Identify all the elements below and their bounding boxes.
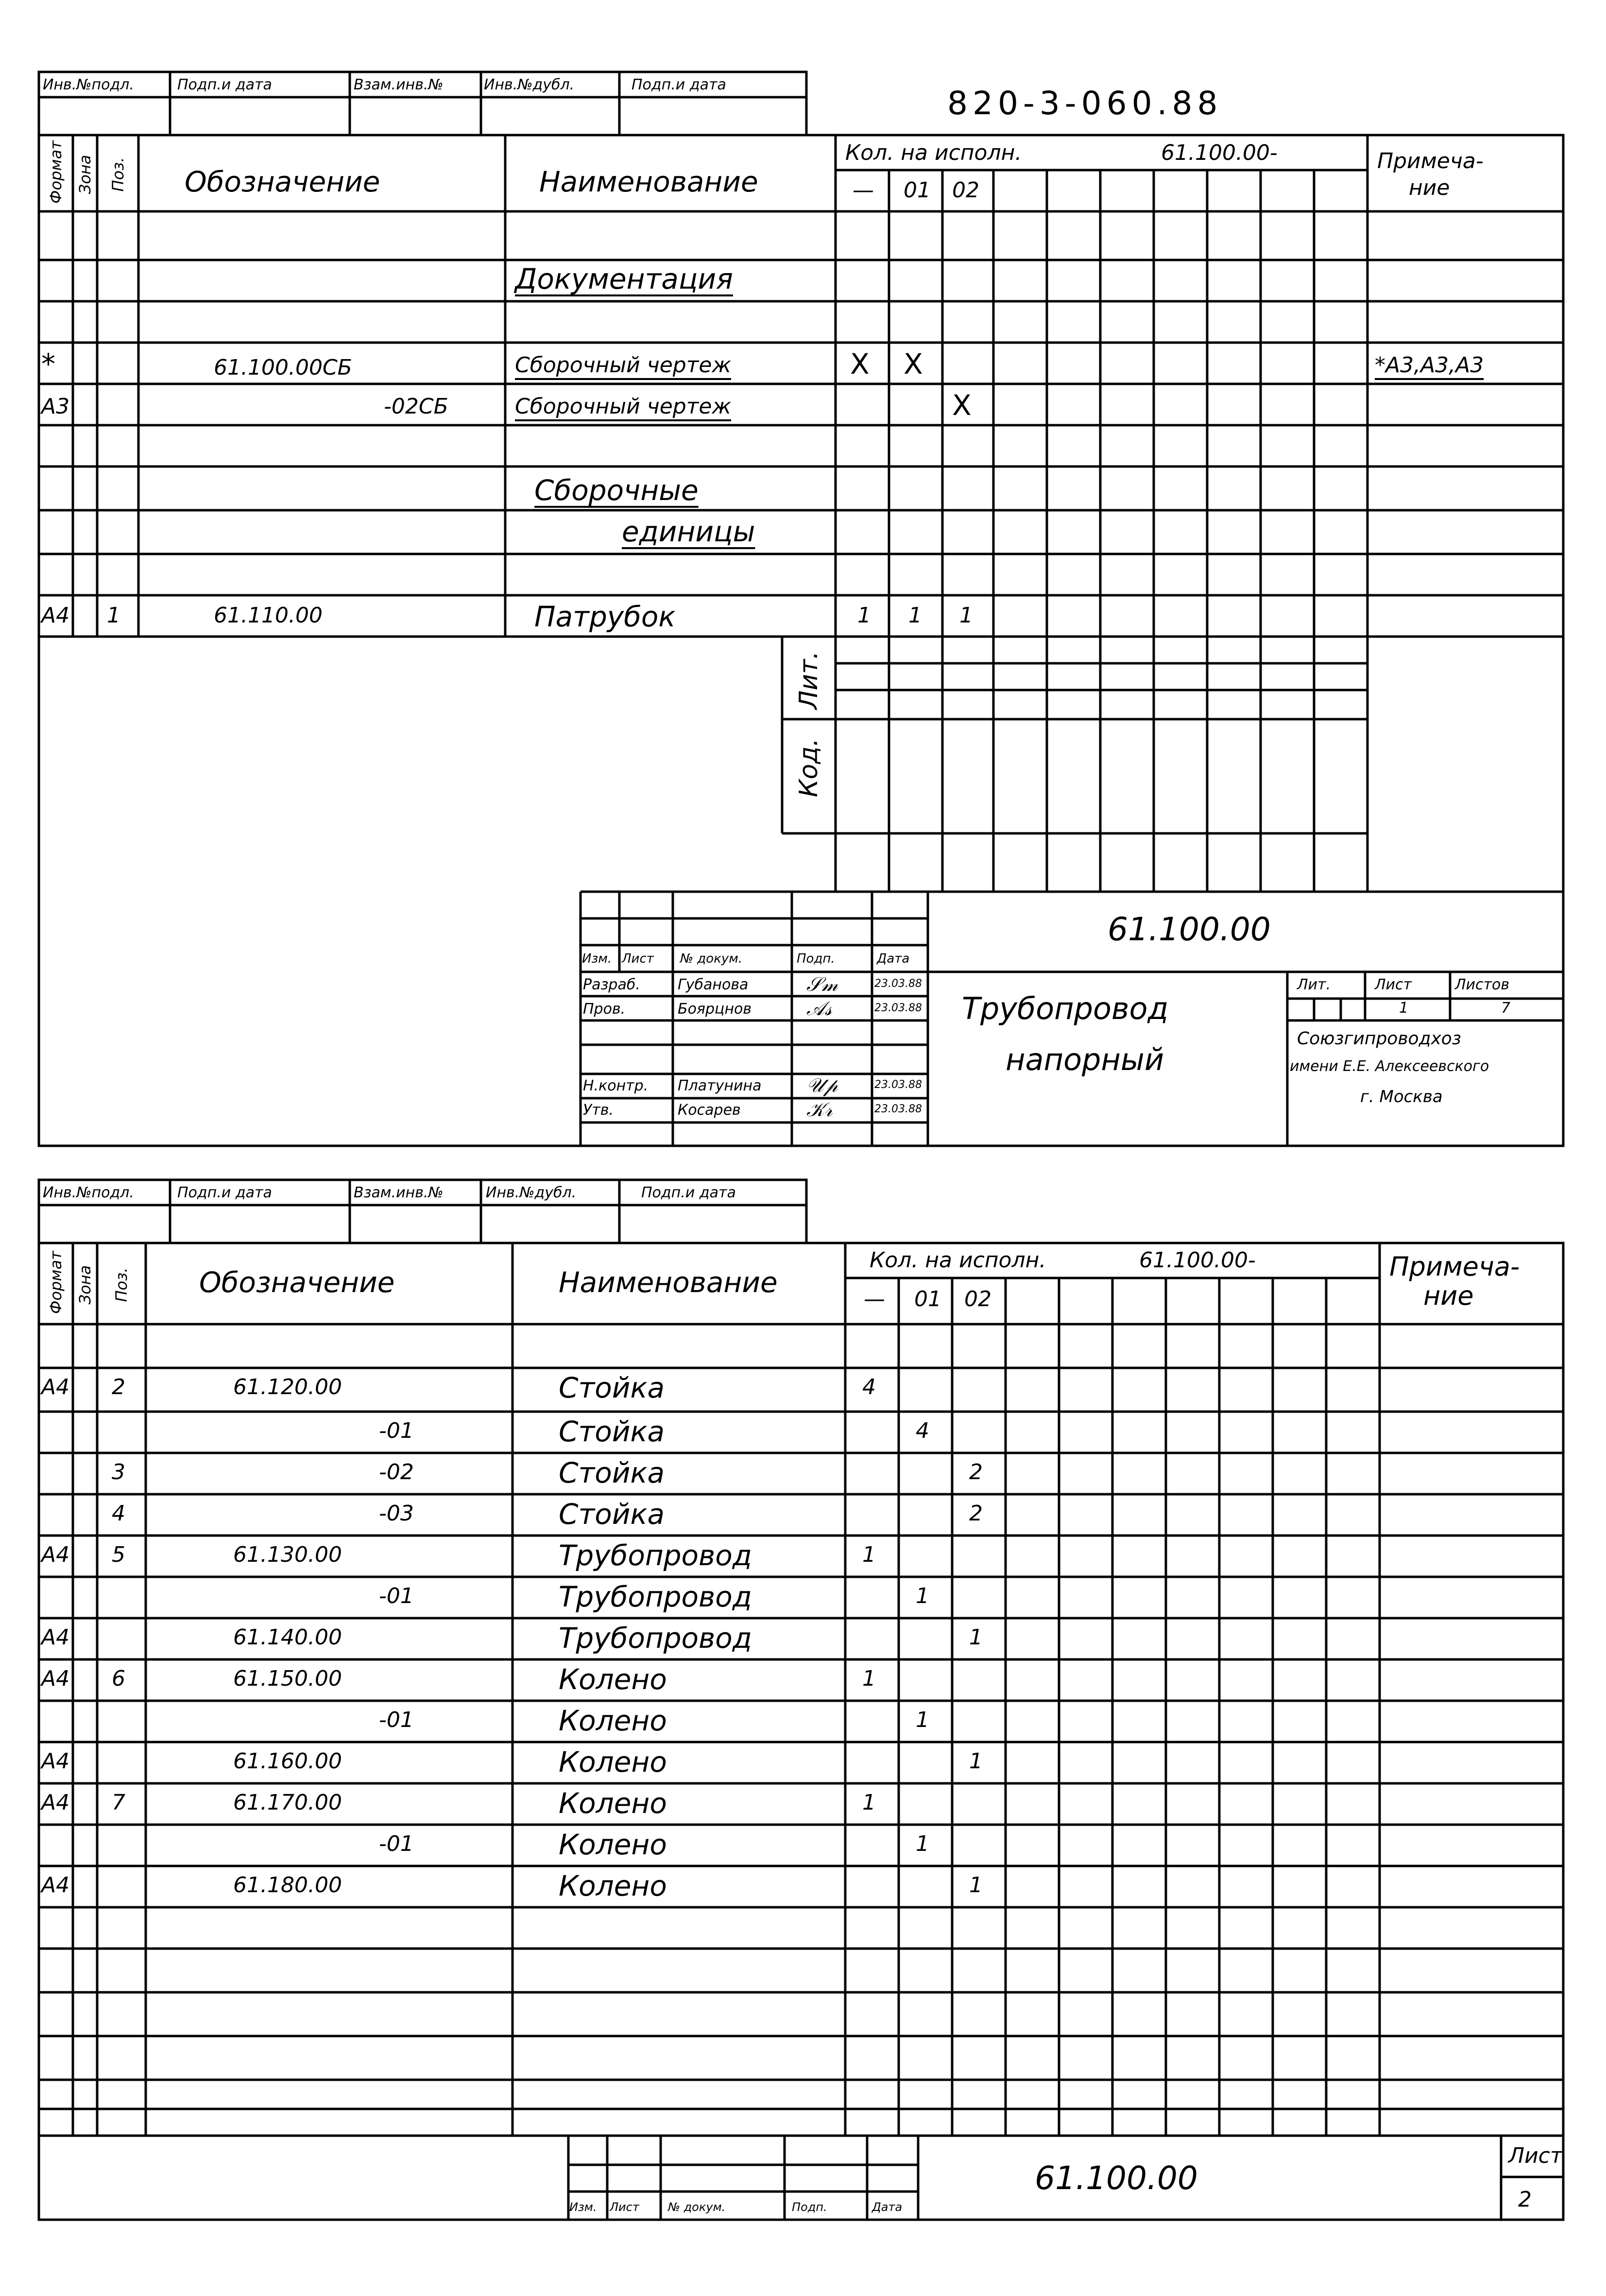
row-name: Колено [559,1704,667,1737]
row-designation: 61.100.00СБ [214,355,352,380]
row-pos: 4 [112,1501,125,1526]
row-format: А4 [41,1625,70,1650]
col-zone-header: Зона [76,155,94,194]
row-designation: 61.150.00 [233,1666,342,1691]
row-qty-02: 2 [969,1460,983,1485]
col-qty-base: 61.100.00- [1161,140,1278,165]
row-pos: 5 [112,1542,125,1567]
row-format: А3 [41,394,70,419]
ft-list: Лист [610,2200,639,2214]
row-designation: -01 [379,1831,414,1856]
tb-role: Пров. [583,1001,626,1018]
row-name: Сборочный чертеж [515,353,732,378]
row-name: Стойка [559,1415,665,1448]
ft-sheet-value: 2 [1518,2187,1532,2212]
ft-doc: № докум. [668,2200,726,2214]
tb-person-date: 23.03.88 [874,1079,922,1091]
tb-sheet-header: Лист [1375,976,1412,993]
tb-person-date: 23.03.88 [874,978,922,990]
col-note-header-1: Примеча- [1389,1251,1520,1282]
ft-date: Дата [872,2200,903,2214]
stamp-podp-data: Подп.и дата [177,76,272,93]
row-designation: -01 [379,1418,414,1443]
row-designation: -02СБ [384,394,448,419]
tb-signature: 𝒮𝓂 [806,973,838,996]
stamp-podp-data-2: Подп.и дата [641,1184,736,1201]
row-qty-base: 4 [862,1375,876,1399]
tb-lit-header: Лит. [1297,976,1331,993]
col-pos-header: Поз. [112,1267,131,1302]
tb-date: Дата [877,951,910,966]
row-qty-01: 1 [916,1708,929,1732]
row-format: А4 [41,1542,70,1567]
tb-signature: 𝒜𝓈 [806,998,832,1020]
row-designation: 61.140.00 [233,1625,342,1650]
stamp-vzam-inv: Взам.инв.№ [354,1184,444,1201]
footer-code: 61.100.00 [1035,2159,1198,2197]
row-designation: 61.160.00 [233,1749,342,1774]
section-assemblies-1: Сборочные [534,474,699,507]
col-zone-header: Зона [76,1265,94,1305]
row-pos: 2 [112,1375,125,1399]
tb-list: Лист [622,951,654,966]
col-name-header: Наименование [559,1266,778,1299]
row-pos: 3 [112,1460,125,1485]
tb-sheets-value: 7 [1501,1000,1511,1017]
col-name-header: Наименование [539,165,758,198]
title-line-2: напорный [1006,1042,1164,1077]
row-designation: -01 [379,1708,414,1732]
col-note-header-2: ние [1423,1280,1474,1311]
tb-person-name: Косарев [678,1102,741,1119]
row-name: Трубопровод [559,1580,752,1613]
tb-person-date: 23.03.88 [874,1103,922,1115]
row-format: А4 [41,1873,70,1898]
row-qty-base: 1 [862,1790,876,1815]
row-qty-01: 4 [916,1418,929,1443]
row-pos: 7 [112,1790,125,1815]
row-designation: 61.170.00 [233,1790,342,1815]
org-line-1: Союзгипроводхоз [1297,1029,1461,1049]
row-qty-01: X [904,347,923,380]
section-assemblies-2: единицы [622,515,755,548]
row-name: Колено [559,1869,667,1902]
row-format: А4 [41,1790,70,1815]
row-qty-01: 1 [916,1584,929,1608]
row-format: А4 [41,1749,70,1774]
title-block-code: 61.100.00 [1108,911,1271,948]
col-note-header-2: ние [1409,175,1450,200]
org-line-2: имени Е.Е. Алексеевского [1290,1058,1489,1075]
col-qty-base: 61.100.00- [1139,1248,1256,1273]
row-format: * [41,347,55,380]
stamp-podp-data: Подп.и дата [177,1184,272,1201]
tb-izm: Изм. [582,951,612,966]
row-name: Стойка [559,1456,665,1489]
row-qty-01: 1 [908,603,922,628]
section-documentation: Документация [515,262,733,295]
col-qty-dash: — [864,1287,885,1312]
row-qty-02: X [952,389,972,422]
tb-role: Н.контр. [583,1077,649,1094]
col-designation-header: Обозначение [185,165,380,198]
tb-sheet-value: 1 [1399,1000,1409,1017]
row-note: *А3,А3,А3 [1375,353,1484,378]
row-designation: 61.180.00 [233,1873,342,1898]
row-name: Патрубок [534,600,676,633]
tb-role: Утв. [583,1102,614,1119]
row-qty-02: 1 [969,1749,983,1774]
row-qty-01: 1 [916,1831,929,1856]
tb-signature: 𝒰𝓅 [806,1074,838,1097]
row-pos: 6 [112,1666,125,1691]
row-format: А4 [41,1375,70,1399]
col-qty-02: 02 [964,1287,991,1312]
row-name: Колено [559,1828,667,1861]
row-qty-02: 1 [969,1625,983,1650]
tb-doc: № докум. [680,951,743,966]
row-pos: 1 [107,603,120,628]
stamp-podp-data-2: Подп.и дата [632,76,726,93]
row-qty-02: 1 [959,603,973,628]
col-format-header: Формат [47,1251,65,1314]
ft-sign: Подп. [792,2200,827,2214]
row-name: Стойка [559,1371,665,1404]
col-qty-title: Кол. на исполн. [845,140,1022,165]
row-name: Трубопровод [559,1539,752,1572]
col-qty-01: 01 [904,178,931,203]
stamp-vzam-inv: Взам.инв.№ [354,76,444,93]
row-designation: 61.120.00 [233,1375,342,1399]
ft-sheet-header: Лист [1508,2143,1563,2168]
col-qty-01: 01 [914,1287,941,1312]
tb-person-name: Губанова [678,976,749,993]
tb-sheets-header: Листов [1455,976,1510,993]
row-name: Колено [559,1787,667,1820]
tb-person-name: Платунина [678,1077,762,1094]
document-code: 820-3-060.88 [947,85,1223,122]
title-line-1: Трубопровод [962,991,1169,1026]
row-qty-base: X [850,347,870,380]
ft-izm: Изм. [569,2200,597,2214]
row-designation: -02 [379,1460,414,1485]
stamp-inv-podl: Инв.№подл. [43,1184,134,1201]
row-qty-base: 1 [857,603,871,628]
col-pos-header: Поз. [109,157,127,192]
col-designation-header: Обозначение [199,1266,395,1299]
row-qty-02: 1 [969,1873,983,1898]
row-name: Стойка [559,1498,665,1531]
row-qty-02: 2 [969,1501,983,1526]
kod-side-label: Код. [794,738,823,797]
tb-person-date: 23.03.88 [874,1002,922,1014]
row-designation: 61.130.00 [233,1542,342,1567]
org-line-3: г. Москва [1360,1087,1443,1106]
tb-role: Разраб. [583,976,640,993]
row-format: А4 [41,1666,70,1691]
row-name: Колено [559,1663,667,1696]
row-designation: -01 [379,1584,414,1608]
row-qty-base: 1 [862,1542,876,1567]
tb-person-name: Боярцнов [678,1001,752,1018]
stamp-inv-podl: Инв.№подл. [43,76,134,93]
tb-signature: 𝒦𝓇 [806,1099,833,1121]
row-designation: -03 [379,1501,414,1526]
row-format: А4 [41,603,70,628]
row-name: Сборочный чертеж [515,394,732,419]
col-note-header-1: Примеча- [1377,149,1484,173]
row-name: Трубопровод [559,1622,752,1655]
stamp-inv-dubl: Инв.№дубл. [484,76,575,93]
col-format-header: Формат [47,140,65,204]
row-qty-base: 1 [862,1666,876,1691]
col-qty-02: 02 [952,178,979,203]
row-designation: 61.110.00 [214,603,323,628]
col-qty-title: Кол. на исполн. [870,1248,1046,1273]
tb-sign: Подп. [797,951,835,966]
col-qty-dash: — [853,178,874,203]
lit-side-label: Лит. [794,651,823,709]
row-name: Колено [559,1745,667,1778]
stamp-inv-dubl: Инв.№дубл. [486,1184,577,1201]
